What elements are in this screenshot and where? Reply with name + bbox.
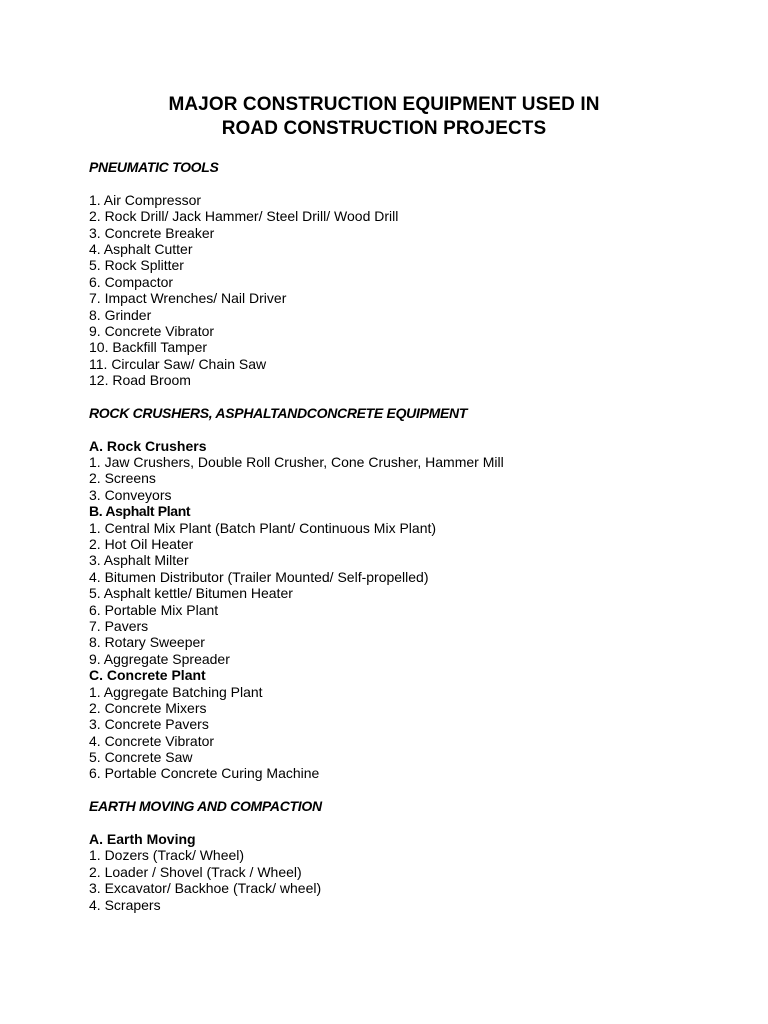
list-item: 3. Concrete Pavers	[89, 716, 209, 733]
list-item: 4. Scrapers	[89, 896, 161, 913]
list-item: 10. Backfill Tamper	[89, 339, 208, 356]
list-item: 12. Road Broom	[89, 372, 191, 389]
pneumatic-tools-list	[89, 192, 729, 389]
section-heading-pneumatic-tools: PNEUMATIC TOOLS	[89, 159, 219, 175]
list-item: 7. Impact Wrenches/ Nail Driver	[89, 290, 287, 307]
section-heading-earth-moving-compaction: EARTH MOVING AND COMPACTION	[89, 798, 322, 815]
document-body	[89, 159, 729, 913]
rock-crushers-list	[89, 454, 729, 503]
list-item: 1. Dozers (Track/ Wheel)	[89, 847, 245, 864]
list-item: 4. Asphalt Cutter	[89, 240, 193, 257]
list-item: 2. Screens	[89, 470, 156, 487]
subheading-rock-crushers: A. Rock Crushers	[89, 437, 207, 454]
list-item: 4. Concrete Vibrator	[89, 732, 215, 749]
list-item: 1. Aggregate Batching Plant	[89, 683, 263, 700]
list-item: 6. Compactor	[89, 273, 174, 290]
list-item: 3. Excavator/ Backhoe (Track/ wheel)	[89, 880, 322, 897]
list-item: 1. Central Mix Plant (Batch Plant/ Continuous Mix Plant)	[89, 519, 437, 536]
list-item: 3. Asphalt Milter	[89, 552, 189, 569]
list-item: 4. Bitumen Distributor (Trailer Mounted/ Self-propelled)	[89, 568, 429, 585]
list-item: 3. Concrete Breaker	[89, 224, 215, 241]
list-item: 9. Concrete Vibrator	[89, 322, 215, 339]
document-title-line-1: MAJOR CONSTRUCTION EQUIPMENT USED IN	[168, 94, 600, 115]
list-item: 7. Pavers	[89, 617, 149, 634]
list-item: 6. Portable Concrete Curing Machine	[89, 765, 320, 782]
document-title-line-2: ROAD CONSTRUCTION PROJECTS	[221, 118, 547, 139]
list-item: 5. Asphalt kettle/ Bitumen Heater	[89, 585, 293, 602]
list-item: 2. Loader / Shovel (Track / Wheel)	[89, 863, 302, 880]
section-heading-rock-crushers-asphalt-concrete: ROCK CRUSHERS, ASPHALTANDCONCRETE EQUIPMENT	[89, 404, 468, 421]
list-item: 9. Aggregate Spreader	[89, 650, 230, 667]
list-item: 5. Concrete Saw	[89, 749, 193, 766]
asphalt-plant-list	[89, 520, 729, 668]
list-item: 11. Circular Saw/ Chain Saw	[89, 355, 267, 372]
subheading-concrete-plant: C. Concrete Plant	[89, 667, 206, 684]
list-item: 8. Rotary Sweeper	[89, 634, 205, 651]
subheading-earth-moving: A. Earth Moving	[89, 831, 196, 848]
list-item: 6. Portable Mix Plant	[89, 601, 219, 618]
earth-moving-list	[89, 847, 729, 913]
subheading-asphalt-plant: B. Asphalt Plant	[89, 503, 191, 520]
list-item: 3. Conveyors	[89, 486, 172, 503]
list-item: 8. Grinder	[89, 306, 152, 323]
list-item: 1. Jaw Crushers, Double Roll Crusher, Cone Crusher, Hammer Mill	[89, 454, 504, 471]
list-item: 2. Rock Drill/ Jack Hammer/ Steel Drill/ Wood Drill	[89, 208, 399, 225]
list-item: 2. Hot Oil Heater	[89, 535, 194, 552]
list-item: 5. Rock Splitter	[89, 257, 184, 274]
list-item: 1. Air Compressor	[89, 191, 202, 208]
list-item: 2. Concrete Mixers	[89, 699, 207, 716]
concrete-plant-list	[89, 684, 729, 782]
